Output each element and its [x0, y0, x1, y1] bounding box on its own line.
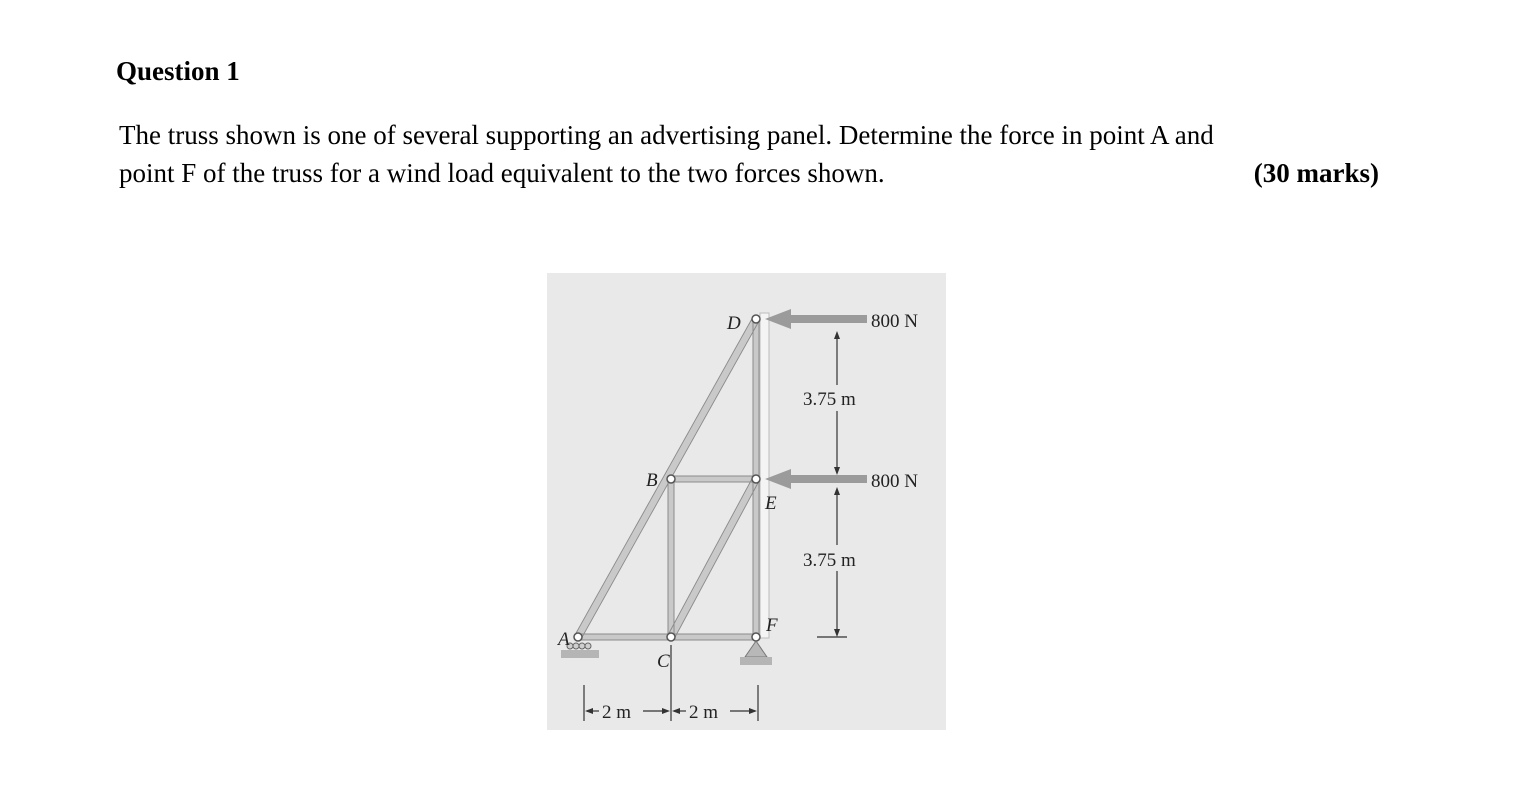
- height-label-lower: 3.75 m: [803, 550, 856, 571]
- panel-board: [760, 313, 769, 638]
- member-CE: [671, 479, 756, 637]
- joint-label-E: E: [765, 493, 777, 514]
- question-text-line-2: point F of the truss for a wind load equivalent to the two forces shown.: [119, 158, 885, 188]
- pin-support-F: [740, 641, 772, 665]
- span-label-right: 2 m: [689, 702, 719, 723]
- question-text-line-1: The truss shown is one of several supporting an advertising panel. Determine the force in point A and: [119, 120, 1214, 150]
- force-arrow-middle: [765, 469, 867, 489]
- joint-label-A: A: [558, 629, 570, 650]
- joint-label-D: D: [727, 313, 741, 334]
- height-label-upper: 3.75 m: [803, 389, 856, 410]
- question-title: Question 1: [116, 56, 240, 86]
- force-arrow-top: [765, 309, 867, 329]
- marks-label: (30 marks): [1253, 158, 1379, 188]
- truss-diagram: [547, 273, 946, 730]
- question-text: [119, 116, 1379, 192]
- force-label-top: 800 N: [871, 311, 918, 332]
- joint-label-C: C: [657, 651, 670, 672]
- joint-label-B: B: [646, 470, 658, 491]
- truss-figure: [547, 273, 946, 730]
- height-dimensions: [817, 331, 847, 637]
- joint-label-F: F: [766, 615, 778, 636]
- force-label-middle: 800 N: [871, 471, 918, 492]
- span-label-left: 2 m: [602, 702, 632, 723]
